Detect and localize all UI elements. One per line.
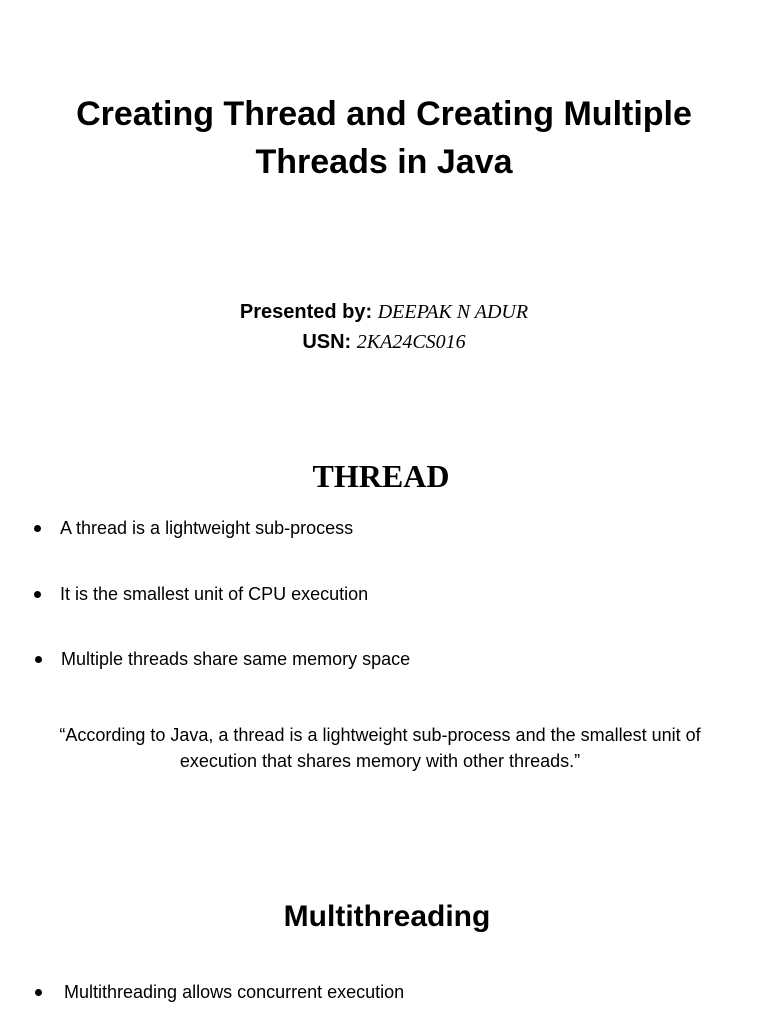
- bullet-icon: [35, 989, 42, 996]
- multithreading-heading: Multithreading: [283, 900, 491, 933]
- list-item: [30, 515, 353, 541]
- presenter-name: DEEPAK N ADUR: [377, 301, 529, 323]
- list-item: [31, 979, 404, 1005]
- bullet-text: Multiple threads share same memory space: [61, 648, 411, 669]
- presented-by-line: [0, 298, 768, 326]
- thread-heading: THREAD: [312, 458, 450, 494]
- list-item: [31, 646, 410, 672]
- document-title: Creating Thread and Creating Multiple Threads in Java: [76, 95, 692, 181]
- usn-label: USN:: [302, 331, 352, 353]
- list-item: [30, 581, 368, 607]
- bullet-text: Multithreading allows concurrent execution: [64, 981, 405, 1002]
- bullet-icon: [34, 525, 41, 532]
- bullet-text: A thread is a lightweight sub-process: [60, 517, 354, 538]
- usn-line: [0, 328, 768, 356]
- usn-value: 2KA24CS016: [356, 331, 466, 353]
- thread-definition-quote: “According to Java, a thread is a lightweight sub-process and the smallest unit of execution that shares memory with other threads.”: [59, 725, 701, 771]
- bullet-icon: [35, 656, 42, 663]
- bullet-text: It is the smallest unit of CPU execution: [60, 583, 369, 604]
- bullet-icon: [34, 591, 41, 598]
- presented-by-label: Presented by:: [239, 301, 373, 323]
